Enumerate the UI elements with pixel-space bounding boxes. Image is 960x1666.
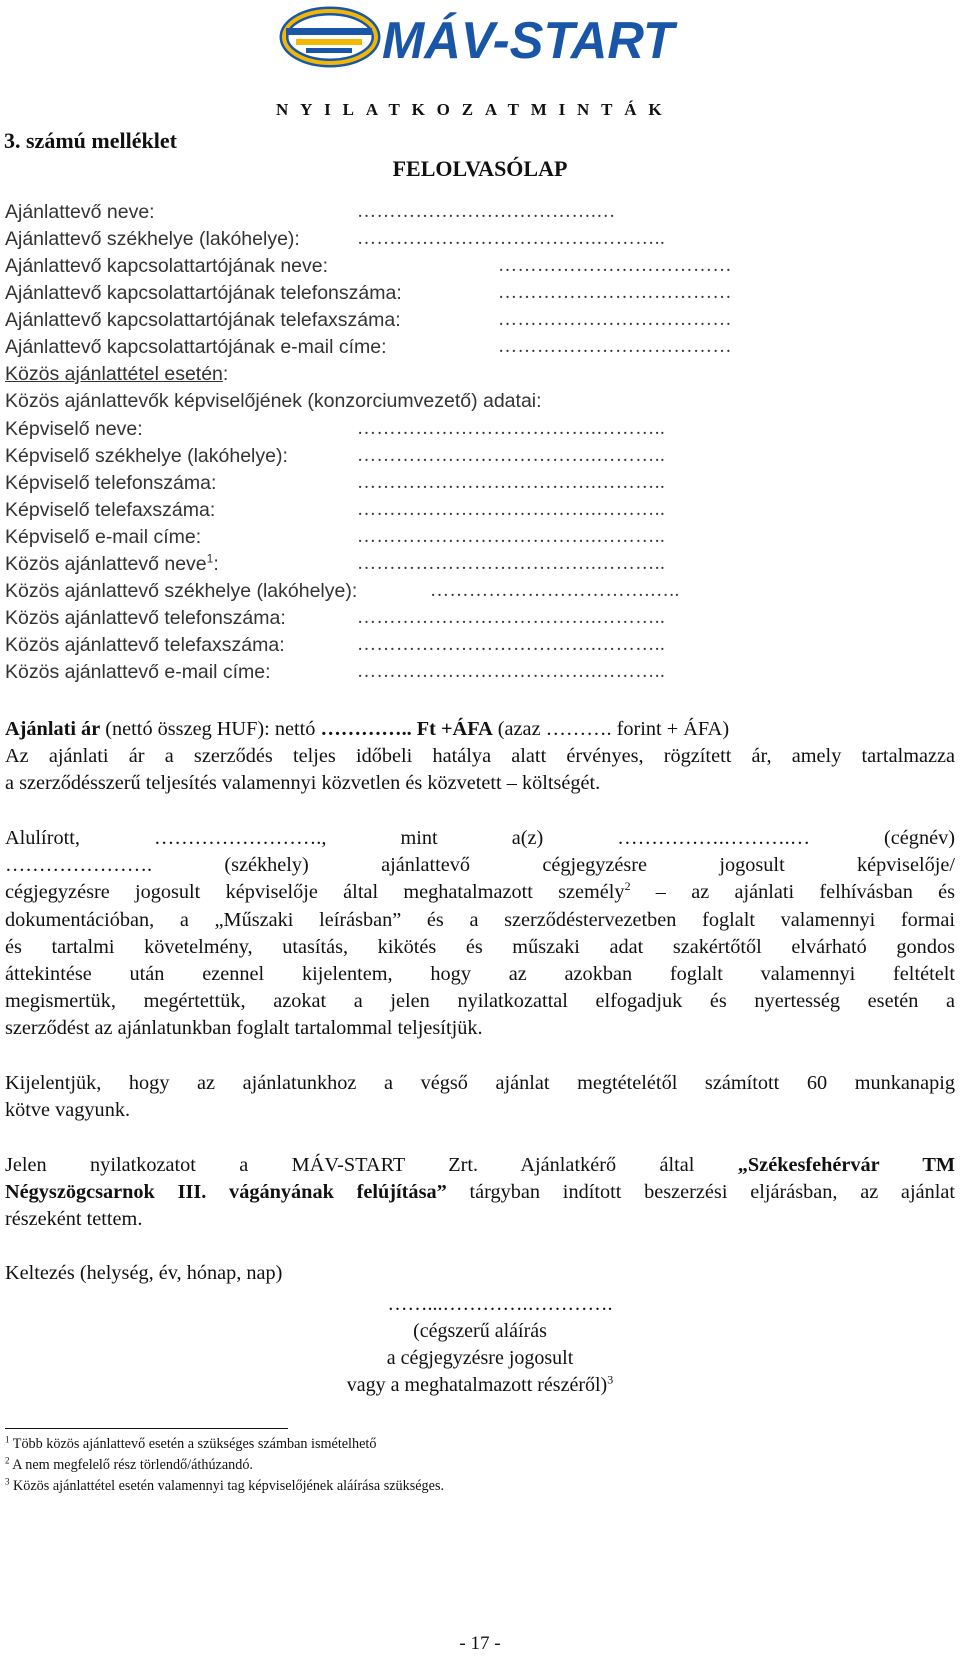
fill-in-field[interactable]: ……………………………….………..	[357, 418, 666, 439]
signature-block	[0, 1291, 960, 1399]
fill-in-field[interactable]: ……………………………….………..	[357, 472, 666, 493]
declaration-line: dokumentációban, a „Műszaki leírásban” és a szerződéstervezetben foglalt valamennyi formai	[5, 908, 955, 931]
price-paragraph	[5, 716, 955, 798]
mav-start-logo	[278, 6, 678, 68]
fill-in-field[interactable]: ……………………………….………..	[357, 228, 666, 249]
fill-in-field[interactable]: ……………………………….………..	[357, 661, 666, 682]
footnote: $^3$ Közös ajánlattétel esetén valamennyi tag képviselőjének aláírása szükséges.	[5, 1476, 445, 1494]
binding-line: kötve vagyunk.	[5, 1099, 131, 1122]
fill-in-field[interactable]: ………………………………	[498, 255, 732, 276]
binding-paragraph	[5, 1070, 955, 1124]
fill-in-field[interactable]: ……………………………….…	[357, 201, 616, 222]
page-title: FELOLVASÓLAP	[392, 156, 568, 181]
fill-in-field[interactable]: ………………………………	[498, 309, 732, 330]
declaration-line: áttekintése után ezennel kijelentem, hogy az azokban foglalt valamennyi feltételt	[5, 963, 955, 986]
footnote-ref: 2	[624, 879, 631, 894]
date-label: Keltezés (helység, év, hónap, nap)	[5, 1262, 283, 1284]
logo-emblem-icon	[284, 11, 376, 63]
header-subtitle: NYILATKOZATMINTÁK	[276, 100, 674, 119]
declaration-line: cégjegyzésre jogosult képviselője által meghatalmazott személy$^2$ – az ajánlati felhívásban és	[5, 879, 956, 904]
row-label: Ajánlattevő kapcsolattartójának e-mail címe:	[5, 336, 387, 358]
row-label: Ajánlattevő kapcsolattartójának neve:	[5, 255, 329, 277]
row-colon: :	[213, 553, 219, 575]
fill-in-field[interactable]: ……………………………….………..	[357, 499, 666, 520]
logo-wordmark: MÁV-START	[382, 12, 678, 68]
footnote: $^2$ A nem megfelelő rész törlendő/áthúzandó.	[5, 1455, 253, 1473]
declaration-line: …………………. (székhely) ajánlattevő cégjegyzésre jogosult képviselője/	[5, 854, 955, 877]
row-label: Ajánlattevő székhelye (lakóhelye):	[5, 228, 300, 250]
fill-in-field[interactable]: ……………………………….………..	[357, 553, 666, 574]
logo-graphic	[278, 6, 678, 68]
fill-in-field[interactable]: ………………………………	[498, 282, 732, 303]
row-label: Ajánlattevő kapcsolattartójának telefaxszáma:	[5, 309, 401, 331]
joint-heading-text: Közös ajánlattétel esetén	[5, 363, 223, 385]
annex-label: 3. számú melléklet	[4, 128, 177, 153]
footnote-ref: 1	[206, 551, 214, 566]
row-label: Közös ajánlattevő telefaxszáma:	[5, 634, 285, 656]
signature-line[interactable]: ……...………….………….	[387, 1293, 613, 1315]
footnote-ref: 3	[607, 1372, 614, 1387]
fill-in-field[interactable]: …………………………….…..	[430, 580, 680, 601]
fill-in-field[interactable]: ……………………………….………..	[357, 445, 666, 466]
declaration-line: megismertük, megértettük, azokat a jelen nyilatkozattal elfogadjuk és nyertesség esetén a	[5, 990, 955, 1013]
fill-in-field[interactable]: ……………………………….………..	[357, 607, 666, 628]
price-line: Ajánlati ár (nettó összeg HUF): nettó ………….. Ft +ÁFA (azaz ………. forint + ÁFA)	[5, 718, 730, 740]
fill-in-field[interactable]: ……………………………….………..	[357, 634, 666, 655]
row-label: Képviselő telefaxszáma:	[5, 499, 216, 521]
row-label: Közös ajánlattevő telefonszáma:	[5, 607, 286, 629]
fill-in-field[interactable]: ………………………………	[498, 336, 732, 357]
footnote-divider	[5, 1428, 288, 1429]
binding-line: Kijelentjük, hogy az ajánlatunkhoz a végső ajánlat megtételétől számított 60 munkanapig	[5, 1072, 955, 1094]
fill-in-field[interactable]: ……………………………….………..	[357, 526, 666, 547]
statement-line: Négyszögcsarnok III. vágányának felújítása” tárgyban indított beszerzési eljárásban, az ajánlat	[5, 1181, 955, 1204]
signature-caption: (cégszerű aláírás	[413, 1320, 547, 1342]
declaration-paragraph	[5, 825, 955, 1043]
signature-caption: a cégjegyzésre jogosult	[386, 1347, 574, 1369]
row-label: Képviselő neve:	[5, 418, 143, 440]
row-label: Képviselő telefonszáma:	[5, 472, 217, 494]
footnote: $^1$ Több közös ajánlattevő esetén a szükséges számban ismételhető	[5, 1434, 377, 1452]
signature-caption: vagy a meghatalmazott részéről)$^3$	[346, 1372, 614, 1396]
row-label: Ajánlattevő neve:	[5, 201, 155, 223]
declaration-line: szerződést az ajánlatunkban foglalt tartalommal teljesítjük.	[5, 1017, 483, 1040]
statement-paragraph	[5, 1152, 955, 1234]
declaration-line: és tartalmi követelmény, utasítás, kikötés és műszaki adat szakértőtől elvárható gondos	[5, 935, 955, 958]
statement-line: Jelen nyilatkozatot a MÁV-START Zrt. Ajánlatkérő által „Székesfehérvár TM	[5, 1154, 955, 1176]
row-label: Képviselő székhelye (lakóhelye):	[5, 445, 288, 467]
price-line: a szerződésszerű teljesítés valamennyi közvetlen és közvetett – költségét.	[5, 772, 601, 795]
representative-heading-text: Közös ajánlattevők képviselőjének (konzorciumvezető) adatai:	[5, 390, 542, 412]
declaration-line: Alulírott, ……………………., mint a(z) …………….……….… (cégnév)	[5, 827, 955, 849]
statement-line: részeként tettem.	[5, 1208, 143, 1231]
row-label: Képviselő e-mail címe:	[5, 526, 202, 548]
row-label: Közös ajánlattevő székhelye (lakóhelye):	[5, 580, 358, 602]
price-line: Az ajánlati ár a szerződés teljes időbeli hatálya alatt érvényes, rögzített ár, amely tartalmazza	[5, 745, 955, 768]
page-number: - 17 -	[459, 1633, 501, 1654]
row-label: Ajánlattevő kapcsolattartójának telefonszáma:	[5, 282, 402, 304]
row-label: Közös ajánlattevő e-mail címe:	[5, 661, 271, 683]
joint-heading-colon: :	[222, 363, 229, 385]
row-label: Közös ajánlattevő neve	[5, 553, 207, 575]
